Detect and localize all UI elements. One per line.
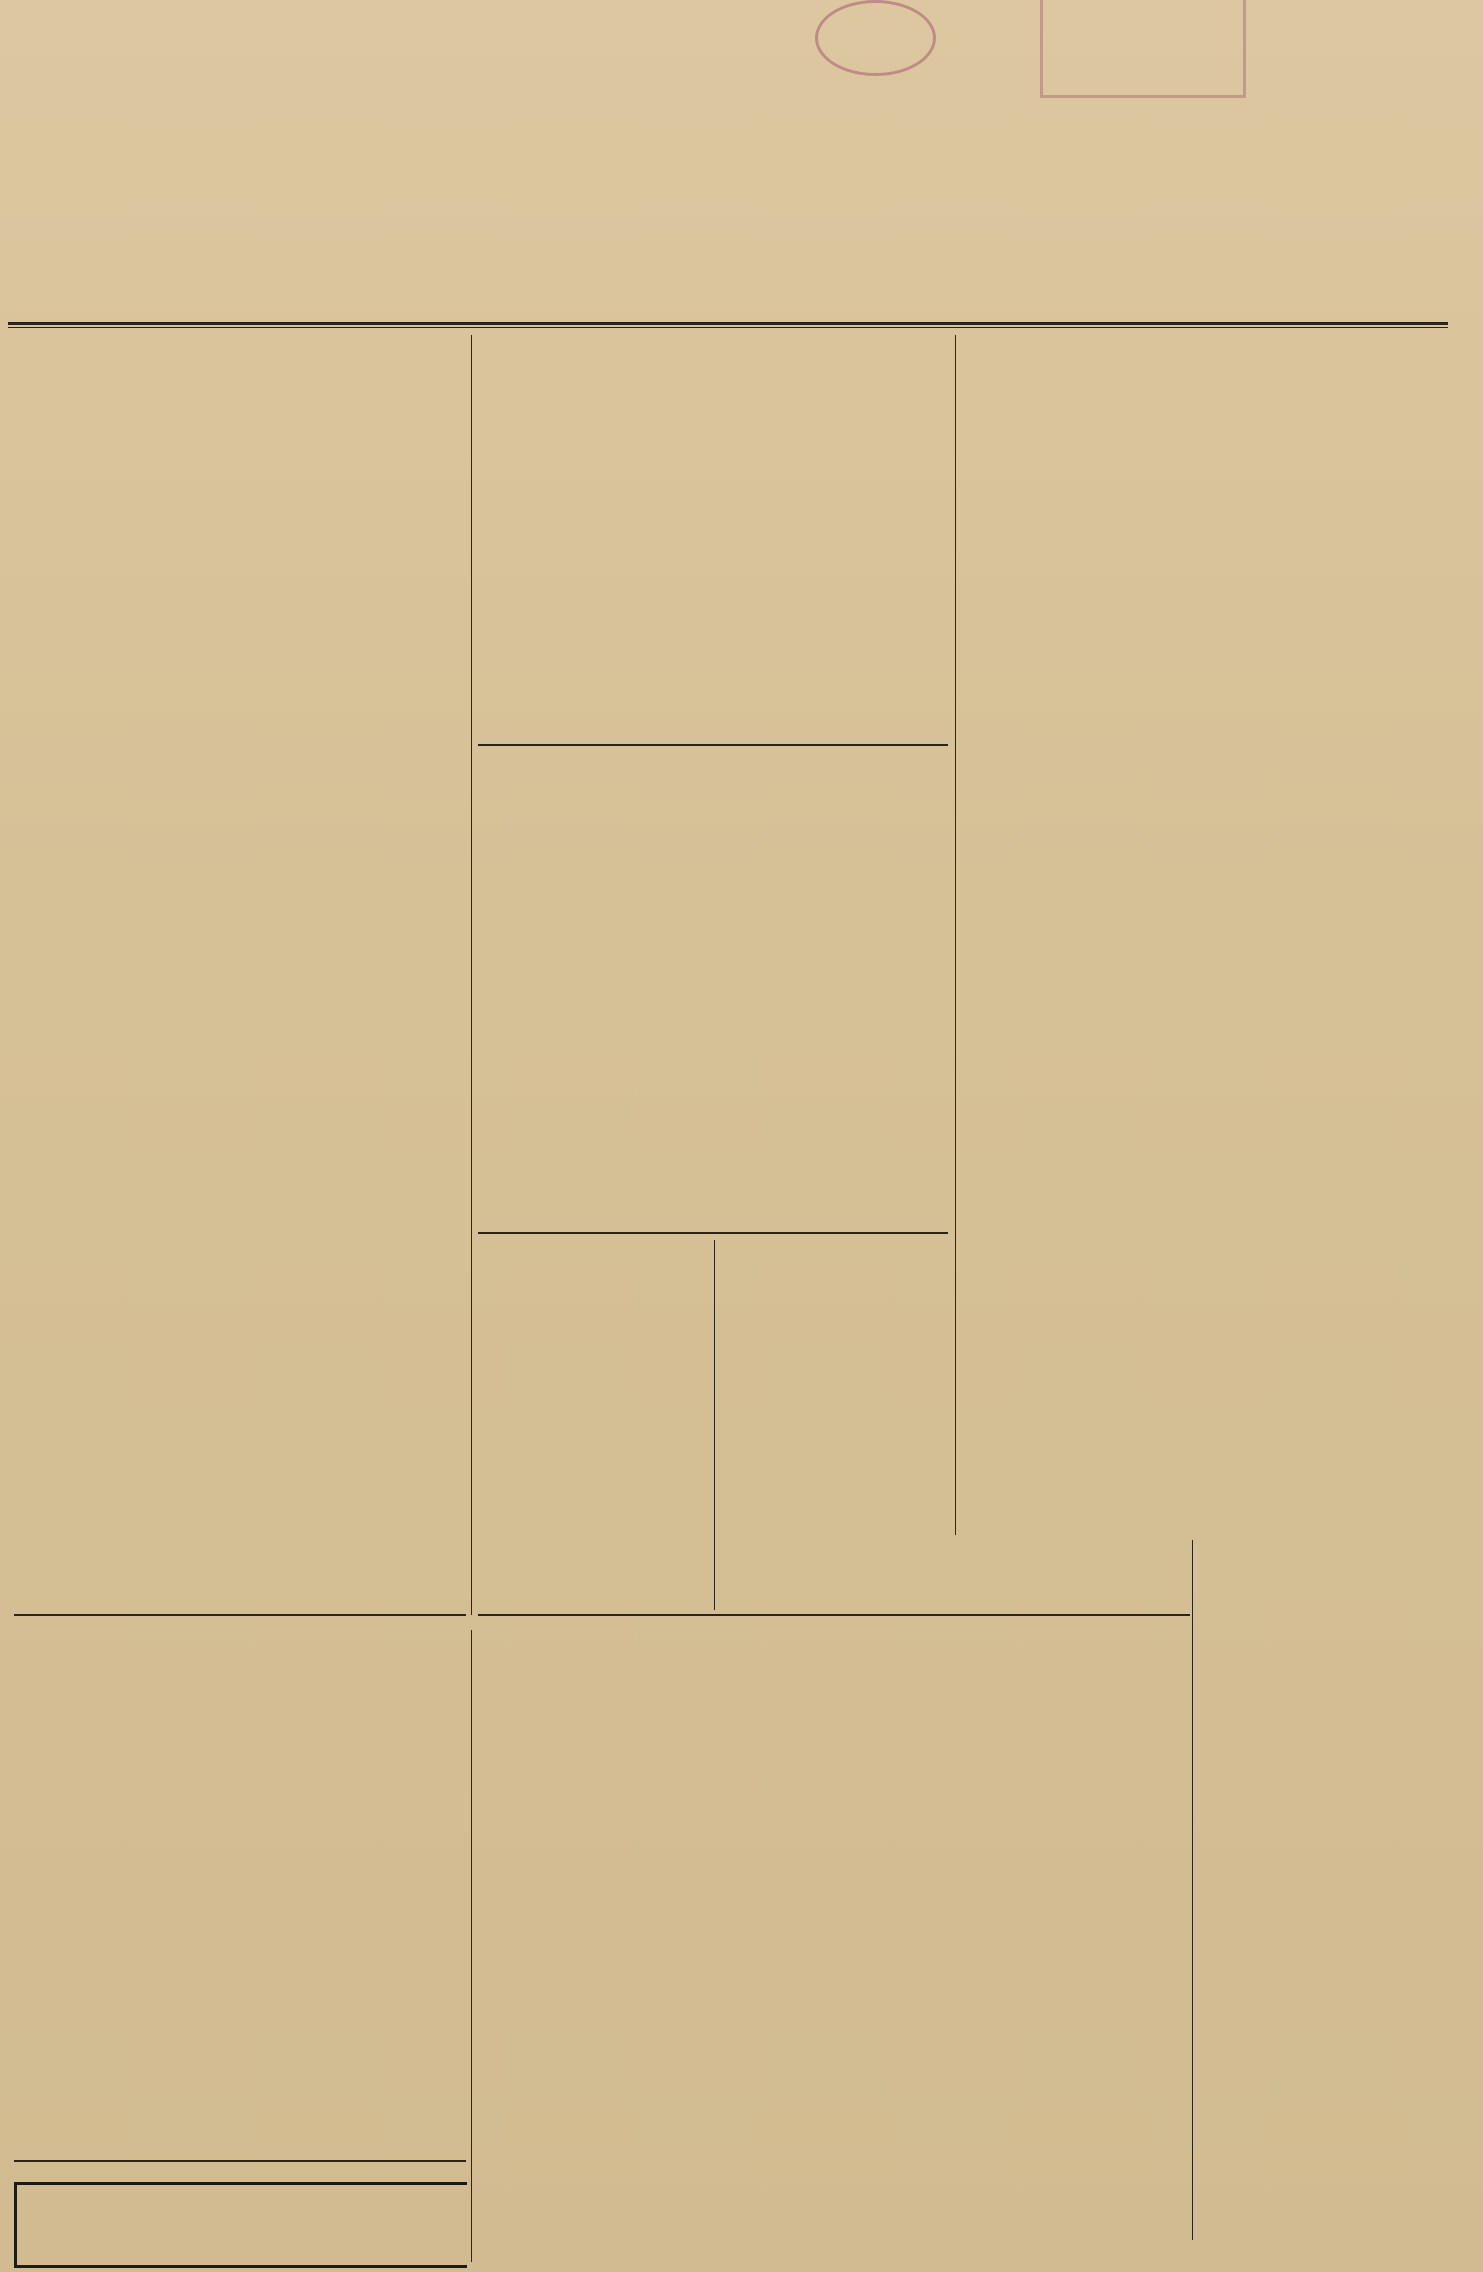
- headline-kress: [484, 1266, 709, 1366]
- handwritten-note: [1235, 0, 1445, 30]
- article-column: [242, 1730, 464, 2120]
- section-rule: [478, 1614, 1190, 1616]
- masthead-rule-thin: [8, 327, 1448, 328]
- section-rule: [14, 2160, 466, 2162]
- section-kicker: [480, 1628, 1180, 1650]
- column-rule: [1192, 1540, 1193, 2240]
- subheadline-mina: [484, 508, 946, 544]
- issue-number: [40, 275, 470, 315]
- section-kicker: [720, 1242, 945, 1260]
- article-column: [716, 826, 946, 1201]
- column-rule: [955, 335, 956, 1535]
- section-rule: [478, 744, 948, 746]
- column-rule: [714, 1240, 715, 1610]
- masthead-rule: [8, 322, 1448, 325]
- newspaper-masthead: [8, 45, 1483, 215]
- column-rule: [471, 335, 472, 1615]
- article-column: [241, 618, 463, 1576]
- article-signature: [332, 2126, 462, 2146]
- section-kicker: [484, 1242, 709, 1260]
- article-column: [716, 548, 946, 738]
- column-rule: [471, 1630, 472, 2262]
- section-kicker: [480, 352, 945, 370]
- section-rule: [478, 1232, 948, 1234]
- printer-notice: [14, 2182, 467, 2268]
- founded-line: [18, 225, 278, 265]
- headline-chinos: [720, 1266, 948, 1366]
- headline-mirador: [480, 755, 710, 815]
- article-column: [16, 1730, 234, 2170]
- article-column: [483, 548, 709, 738]
- headline-canoas: [16, 1628, 461, 1724]
- article-column: [483, 826, 709, 1226]
- section-kicker: [20, 348, 460, 384]
- section-rule: [14, 1614, 466, 1616]
- article-signature: [440, 1580, 460, 1600]
- article-signature: [772, 1206, 942, 1226]
- article-column: [484, 1370, 709, 1610]
- headline-mina: [482, 388, 948, 500]
- franqueo-label: [1215, 246, 1415, 268]
- issue-price: [565, 280, 965, 316]
- headline-roosevelt: [14, 402, 464, 612]
- article-column: [18, 618, 233, 1608]
- tagline: [385, 222, 1045, 266]
- issue-date: [1092, 283, 1357, 313]
- article-column: [720, 1370, 948, 1610]
